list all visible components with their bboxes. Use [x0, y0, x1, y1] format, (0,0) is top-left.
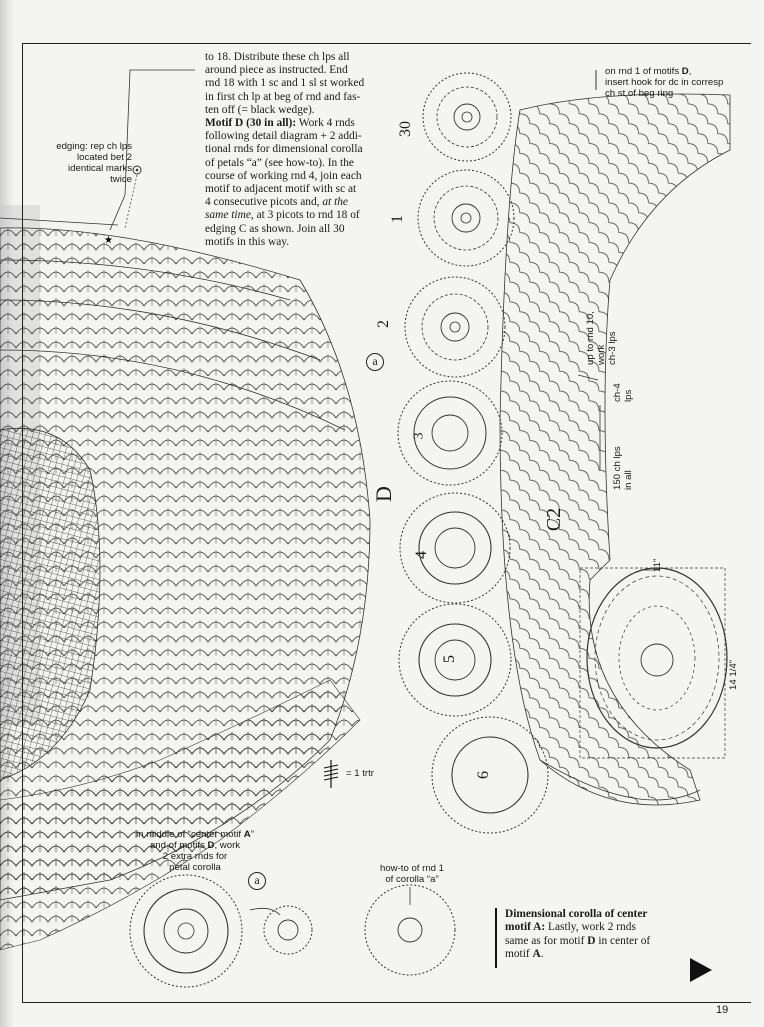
note-line: insert hook for dc in corresp	[605, 77, 724, 88]
box-bold: motif A:	[505, 921, 546, 934]
note-line: located bet 2	[77, 152, 132, 163]
label-d: D	[370, 486, 396, 502]
text-line	[205, 209, 373, 222]
top-right-note	[605, 66, 745, 99]
box-line	[505, 935, 705, 948]
note-line: petal corolla	[169, 862, 221, 873]
dim-14: 14 1/4"	[728, 659, 739, 690]
a-text: a	[372, 354, 378, 368]
box-title: Dimensional corolla of center	[505, 908, 648, 920]
ch4-note	[612, 383, 634, 402]
trtr-note: = 1 trtr	[346, 768, 374, 779]
label-a-top	[366, 353, 384, 371]
note-line: 2 extra rnds for	[162, 851, 228, 862]
note-line: ch-3 lps	[607, 331, 618, 365]
note-line: ch-4	[612, 383, 623, 402]
note-line: up to rnd 10,	[585, 311, 596, 365]
dimensional-corolla-box	[495, 908, 705, 968]
label-6: 6	[475, 771, 492, 779]
page-number: 19	[716, 1004, 729, 1016]
motif-2	[405, 277, 505, 377]
ch150-note	[612, 446, 634, 490]
corolla-a	[250, 906, 312, 954]
motif-1	[418, 170, 514, 266]
trtr-symbol	[324, 760, 338, 788]
text-line: ten off (= black wedge).	[205, 103, 315, 116]
note-line: and of motifs D, work	[149, 840, 241, 851]
label-30: 30	[397, 121, 414, 137]
box-span: same as for motif	[505, 934, 588, 947]
label-5: 5	[441, 655, 458, 663]
note-line: edging: rep ch lps	[56, 141, 132, 152]
up-to-note	[585, 285, 618, 365]
motif-title: Motif D	[205, 117, 244, 130]
text-line: in first ch lp at beg of rnd and fas-	[205, 90, 361, 103]
a-text: a	[254, 873, 260, 887]
edging-note	[32, 141, 132, 185]
motif-4	[400, 493, 510, 603]
note-line: ch st of beg ring	[605, 88, 674, 99]
note-span: and of motifs	[149, 840, 208, 851]
note-line: 150 ch lps	[612, 446, 623, 490]
text-span: 4 consecutive picots and,	[205, 196, 323, 209]
text-line: course of working rnd 4, join each	[205, 169, 362, 182]
note-line: work	[596, 344, 607, 365]
text-italic: same time,	[205, 209, 254, 222]
note-line: lps	[623, 389, 634, 402]
box-line	[505, 921, 705, 934]
note-bold: D	[207, 840, 215, 851]
center-motif-note	[110, 829, 280, 873]
howto-note	[372, 863, 452, 885]
text-line: tional rnds for dimensional corolla	[205, 143, 363, 156]
note-line: how-to of rnd 1	[380, 863, 444, 874]
label-1: 1	[389, 215, 406, 223]
text-italic: at the	[322, 196, 348, 209]
dim-11: 11"	[652, 558, 663, 572]
svg-text:★: ★	[104, 235, 113, 246]
next-page-arrow-icon[interactable]	[690, 958, 712, 982]
box-bold: D	[587, 934, 596, 947]
note-span: in middle of “center motif	[136, 829, 244, 840]
text-line: following detail diagram + 2 addi-	[205, 130, 362, 143]
motif-count: (30 in all):	[243, 117, 297, 130]
text-line: Work 4 rnds	[296, 117, 355, 130]
text-line: to 18. Distribute these ch lps all	[205, 51, 350, 63]
text-line: motifs in this way.	[205, 235, 290, 248]
center-motif-a	[130, 875, 242, 987]
label-4: 4	[413, 551, 430, 559]
note-bold: D	[681, 66, 689, 77]
note-line: twice	[110, 174, 132, 185]
label-c2: C2	[543, 507, 566, 532]
howto-corolla	[365, 885, 455, 975]
box-span: .	[540, 947, 544, 960]
motif-d-heading	[205, 117, 373, 130]
text-line: rnd 18 with 1 sc and 1 sl st worked	[205, 77, 365, 90]
label-a-bottom	[248, 872, 266, 890]
note-span: on rnd 1 of motifs	[605, 66, 682, 77]
box-line	[505, 948, 705, 961]
text-line: around piece as instructed. End	[205, 64, 348, 77]
box-span: in center of	[595, 934, 651, 947]
text-line: edging C as shown. Join all 30	[205, 222, 345, 235]
box-span: motif	[505, 947, 533, 960]
text-span: at 3 picots to rnd 18 of	[253, 209, 360, 222]
text-line	[205, 196, 373, 209]
instructions-text	[205, 51, 373, 249]
box-bold: A	[532, 947, 541, 960]
note-line: of corolla “a”	[385, 874, 439, 885]
note-bold: A	[243, 829, 251, 840]
note-line: in all	[623, 470, 634, 490]
box-span: Lastly, work 2 rnds	[545, 921, 636, 934]
note-line: on rnd 1 of motifs D,	[605, 66, 692, 77]
note-line: in middle of “center motif A”	[136, 829, 254, 840]
motif-30	[423, 73, 511, 161]
note-line: identical marks	[68, 163, 132, 174]
label-3: 3	[411, 432, 427, 440]
text-line: motif to adjacent motif with sc at	[205, 183, 357, 196]
text-line: of petals “a” (see how-to). In the	[205, 156, 354, 169]
label-2: 2	[375, 320, 392, 328]
